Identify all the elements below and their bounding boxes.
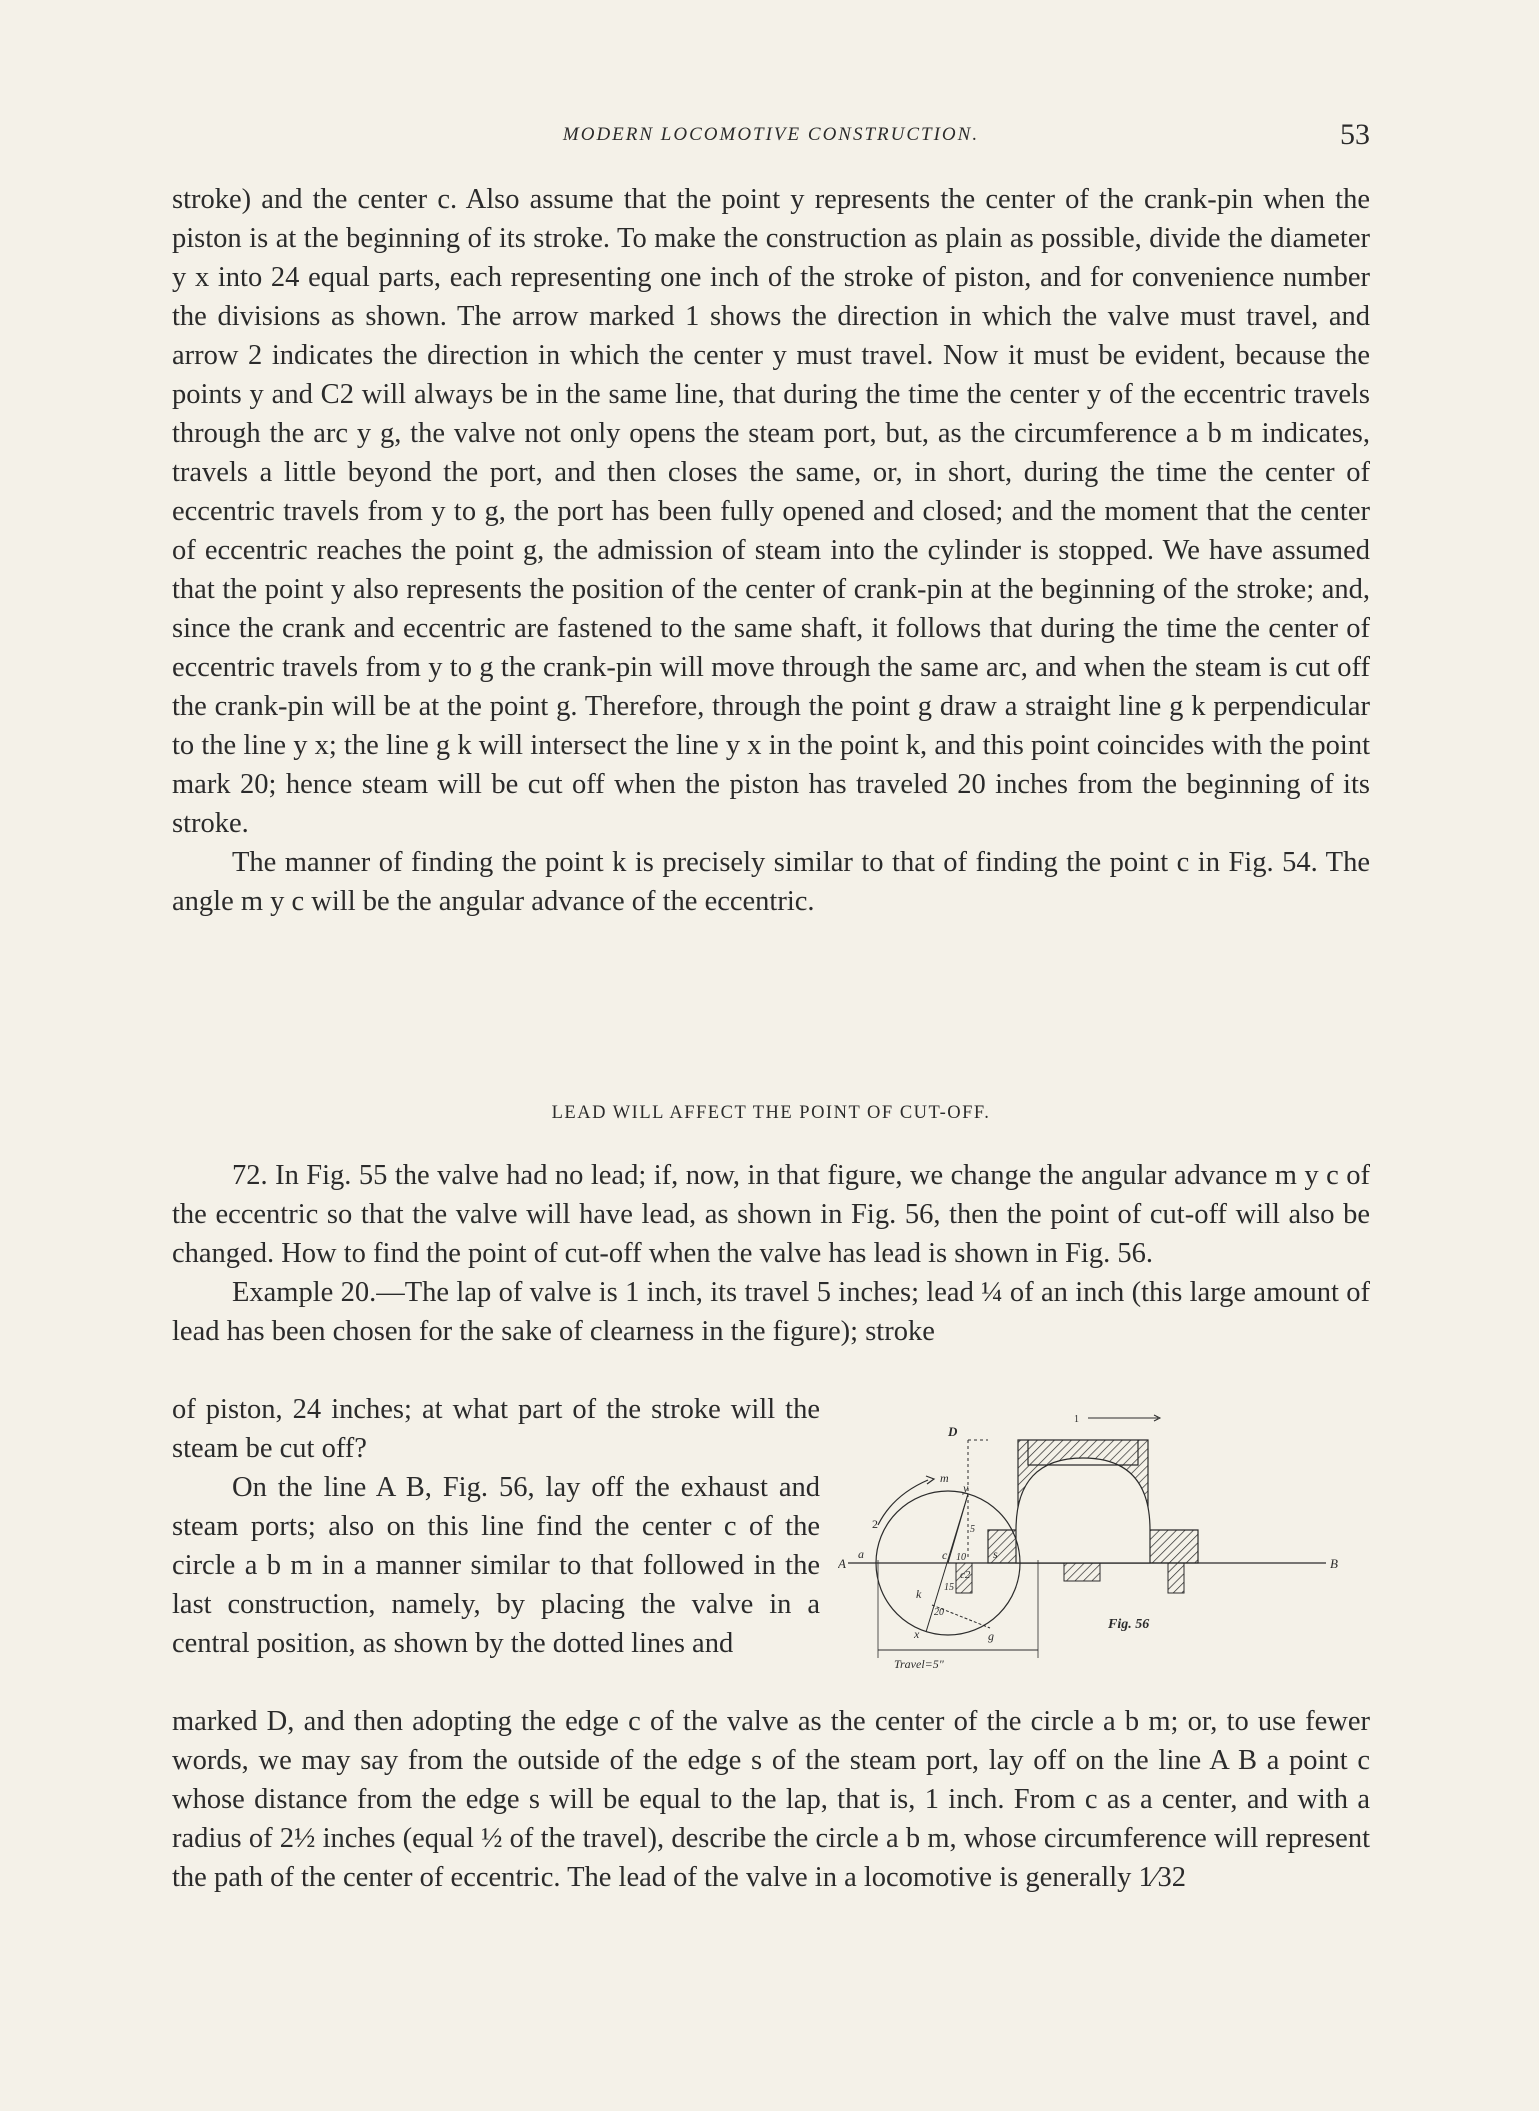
paragraph-72: 72. In Fig. 55 the valve had no lead; if, now, in that figure, we change the angular advance m y c of the eccentric so that the valve will have lead, as shown in Fig. 56, then the point of cut-off will also be changed. How to find the point of cut-off when the valve has lead is shown in Fig. 56. [172, 1160, 1370, 1269]
body-text-block [172, 1702, 1370, 1897]
construction-paragraph: On the line A B, Fig. 56, lay off the exhaust and steam ports; also on this line find the center c of the circle a b m in a manner similar to that followed in the last construction, namely, by placing the valve in a central position, as shown by the dotted lines and [172, 1472, 820, 1659]
label-m: m [940, 1471, 949, 1485]
label-c: c [942, 1548, 948, 1562]
example-20-continued: of piston, 24 inches; at what part of the stroke will the steam be cut off? [172, 1394, 820, 1464]
steam-port-right [1168, 1563, 1184, 1593]
valve-diagram [838, 1410, 1370, 1690]
label-a: a [858, 1547, 864, 1561]
figure-caption: Fig. 56 [1108, 1617, 1150, 1632]
division-5: 5 [970, 1524, 975, 1535]
page-header [172, 118, 1370, 158]
valve-cavity [1016, 1458, 1150, 1563]
example-20-paragraph: Example 20.—The lap of valve is 1 inch, its travel 5 inches; lead ¼ of an inch (this large amount of lead has been chosen for the sake of clearness in the figure); stroke [172, 1277, 1370, 1347]
paragraph: The manner of finding the point k is precisely similar to that of finding the point c in Fig. 54. The angle m y c will be the angular advance of the eccentric. [172, 847, 1370, 917]
label-y: y [963, 1481, 969, 1495]
division-10: 10 [956, 1552, 966, 1563]
body-text-block [172, 1156, 1370, 1351]
label-x: x [914, 1627, 920, 1641]
construction-paragraph-continued: marked D, and then adopting the edge c of the valve as the center of the circle a b m; or, to use fewer words, we may say from the outside of the edge s of the steam port, lay off on the line A B a point c whose distance from the edge s will be equal to the lap, that is, 1 inch. From c as a center, and with a radius of 2½ inches (equal ½ of the travel), describe the circle a b m, whose circumference will represent the path of the center of eccentric. The lead of the valve in a locomotive is generally 1⁄32 [172, 1706, 1370, 1893]
body-text-beside-figure [172, 1390, 820, 1663]
section-heading: LEAD WILL AFFECT THE POINT OF CUT-OFF. [551, 1103, 991, 1123]
page-number: 53 [1340, 118, 1370, 151]
figure-56 [838, 1410, 1370, 1690]
paragraph-continuation: stroke) and the center c. Also assume that the point y represents the center of the crank-pin when the piston is at the beginning of its stroke. To make the construction as plain as possible, divide the diameter y x into 24 equal parts, each representing one inch of the stroke of piston, and for convenience number the divisions as shown. The arrow marked 1 shows the direction in which the valve must travel, and arrow 2 indicates the direction in which the center y must travel. Now it must be evident, because the points y and C2 will always be in the same line, that during the time the center y of the eccentric travels through the arc y g, the valve not only opens the steam port, but, as the circumference a b m indicates, travels a little beyond the port, and then closes the same, or, in short, during the time the center of eccentric travels from y to g, the port has been fully opened and closed; and the moment that the center of eccentric reaches the point g, the admission of steam into the cylinder is stopped. We have assumed that the point y also represents the position of the center of crank-pin at the beginning of the stroke; and, since the crank and eccentric are fastened to the same shaft, it follows that during the time the center of eccentric travels from y to g the crank-pin will move through the same arc, and when the steam is cut off the crank-pin will be at the point g. Therefore, through the point g draw a straight line g k perpendicular to the line y x; the line g k will intersect the line y x in the point k, and this point coincides with the point mark 20; hence steam will be cut off when the piston has traveled 20 inches from the beginning of its stroke. [172, 184, 1370, 839]
label-arrow-2: 2 [872, 1517, 878, 1531]
valve-dotted-outline [968, 1440, 988, 1560]
label-a-upper: A [838, 1556, 846, 1571]
label-b: B [1330, 1556, 1338, 1571]
running-title: MODERN LOCOMOTIVE CONSTRUCTION. [562, 124, 980, 145]
label-arrow-1: 1 [1074, 1414, 1079, 1425]
label-d: D [948, 1424, 958, 1439]
label-s: s [993, 1547, 998, 1561]
division-20: 20 [934, 1607, 944, 1618]
label-g: g [988, 1629, 994, 1643]
label-c2: c2 [960, 1569, 971, 1581]
travel-label: Travel=5" [894, 1657, 944, 1671]
label-k: k [916, 1587, 922, 1601]
exhaust-port [1064, 1563, 1100, 1581]
body-text-block [172, 180, 1370, 921]
division-15: 15 [944, 1582, 954, 1593]
arrow-2-path [878, 1480, 928, 1525]
